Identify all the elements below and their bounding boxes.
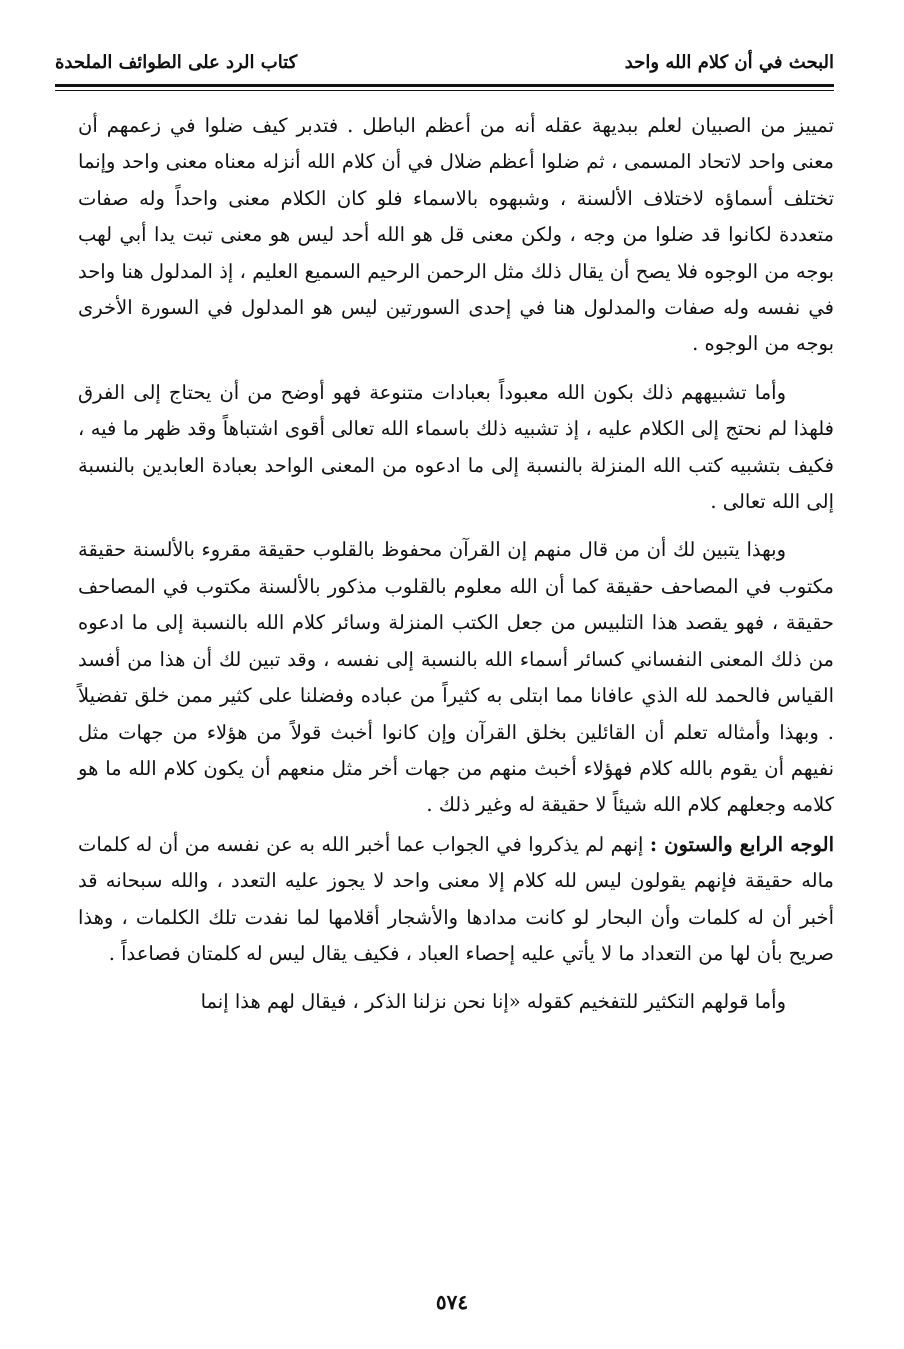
header-book-title: كتاب الرد على الطوائف الملحدة: [55, 51, 298, 73]
paragraph-4: [78, 827, 834, 973]
page-number: ٥٧٤: [435, 1290, 469, 1314]
paragraph-2: وأما تشبيههم ذلك بكون الله معبوداً بعبادات متنوعة فهو أوضح من أن يحتاج إلى الفرق فلهذا لم نحتج إلى الكلام عليه ، إذ تشبيه ذلك باسماء الله تعالى أقوى اشتباهاً وقد ظهر ما فيه ، فكيف بتشبيه كتب الله المنزلة بالنسبة إلى ما ادعوه من المعنى الواحد بعبادة العابدين بالنسبة إلى الله تعالى .: [78, 380, 834, 514]
paragraph-4-text: إنهم لم يذكروا في الجواب عما أخبر الله به عن نفسه من أن له كلمات ماله حقيقة فإنهم يقولون ليس لله كلام إلا معنى واحد لا يجوز عليه التعدد ، والله سبحانه قد أخبر أن له كلمات وأن البحار لو كانت مدادها والأشجار أقلامها لما نفدت تلك الكلمات ، وهذا صريح بأن لها من التعداد ما لا يأتي عليه إحصاء العباد ، فكيف يقال ليس له كلمتان فصاعداً .: [78, 832, 834, 965]
header-rule-thin: [55, 90, 834, 91]
paragraph-3: وبهذا يتبين لك أن من قال منهم إن القرآن محفوظ بالقلوب حقيقة مقروء بالألسنة حقيقة مكتوب في المصاحف حقيقة كما أن الله معلوم بالقلوب مذكور بالألسنة مكتوب في المصاحف حقيقة ، فهو يقصد هذا التلبيس من جعل الكتب المنزلة وسائر كلام الله بالنسبة إلى ما ادعوه من ذلك المعنى النفساني كسائر أسماء الله بالنسبة إلى نفسه ، وقد تبين لك أن هذا من أفسد القياس فالحمد لله الذي عافانا مما ابتلى به كثيراً من عباده وفضلنا على كثير ممن خلق تفضيلاً . وبهذا وأمثاله تعلم أن القائلين بخلق القرآن وإن كانوا أخبث قولاً من هؤلاء من جهات مثل نفيهم أن يقوم بالله كلام فهؤلاء أخبث منهم من جهات أخر مثل منعهم أن يكون كلام الله ما هو كلامه وجعلهم كلام الله شيئاً لا حقيقة له وغير ذلك .: [78, 538, 834, 817]
paragraph-1: تمييز من الصبيان لعلم ببديهة عقله أنه من أعظم الباطل . فتدبر كيف ضلوا في زعمهم أن معنى واحد لاتحاد المسمى ، ثم ضلوا أعظم ضلال في أن كلام الله أنزله معناه معنى واحد وإنما تختلف أسماؤه لاختلاف الألسنة ، وشبهوه بالاسماء فلو كان الكلام معنى واحداً وله صفات متعددة لكانوا قد ضلوا من وجه ، ولكن معنى قل هو الله أحد ليس هو معنى تبت يدا أبي لهب بوجه من الوجوه فلا يصح أن يقال ذلك مثل الرحمن الرحيم السميع العليم ، إذ المدلول هنا واحد في نفسه وله صفات والمدلول هنا في إحدى السورتين ليس هو المدلول في السورة الأخرى بوجه من الوجوه .: [78, 114, 834, 356]
header-chapter-title: البحث في أن كلام الله واحد: [624, 51, 834, 73]
header-rule-thick: [55, 84, 834, 87]
running-header: [55, 44, 834, 80]
section-heading: الوجه الرابع والستون :: [649, 832, 834, 856]
body-text: [78, 108, 834, 1021]
paragraph-5: وأما قولهم التكثير للتفخيم كقوله «إنا نحن نزلنا الذكر ، فيقال لهم هذا إنما: [200, 990, 786, 1014]
